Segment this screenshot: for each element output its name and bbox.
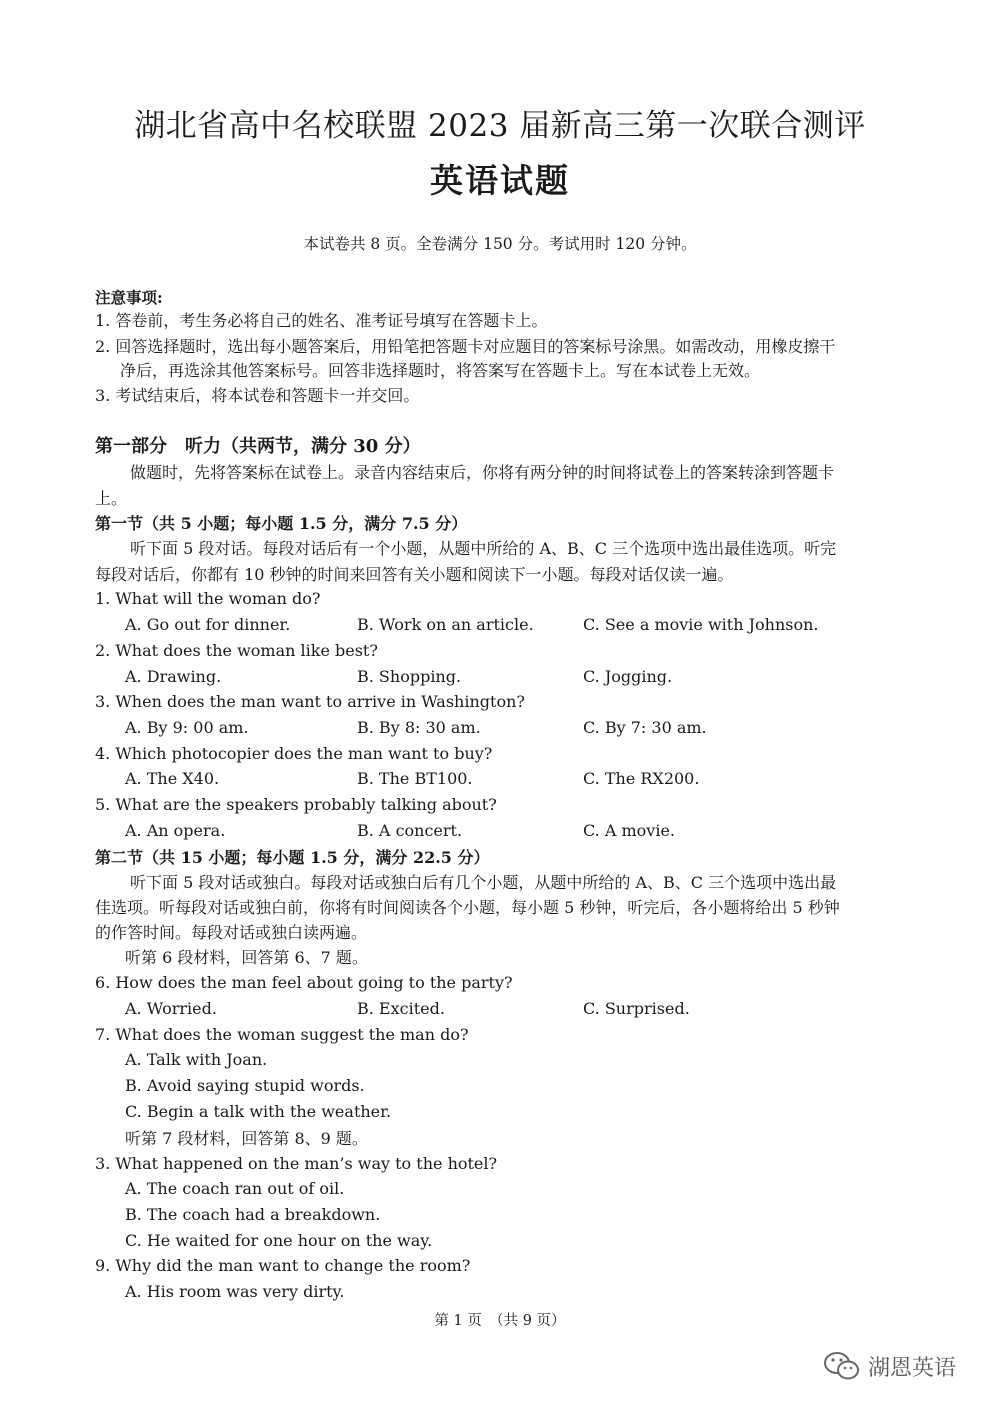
option-c: C. He waited for one hour on the way. xyxy=(125,1231,433,1250)
option-a: A. Talk with Joan. xyxy=(125,1050,268,1069)
question-text: 7. What does the woman suggest the man do? xyxy=(95,1025,469,1044)
option-c: C. By 7: 30 am. xyxy=(583,718,707,737)
option-c: C. Begin a talk with the weather. xyxy=(125,1102,392,1121)
option-c: C. See a movie with Johnson. xyxy=(583,615,819,634)
watermark-text: 湖恩英语 xyxy=(868,1355,957,1381)
question-text: 3. When does the man want to arrive in Washington? xyxy=(95,692,525,711)
option-a: A. Go out for dinner. xyxy=(125,615,291,634)
question-text: 9. Why did the man want to change the room? xyxy=(95,1256,471,1275)
question-text: 5. What are the speakers probably talking about? xyxy=(95,795,497,814)
option-a: A. His room was very dirty. xyxy=(125,1282,345,1301)
option-c: C. The RX200. xyxy=(583,769,700,788)
section-intro-line: 听下面 5 段对话或独白。每段对话或独白后有几个小题，从题中所给的 A、B、C 三个选项中选出最 xyxy=(130,873,837,892)
option-b: B. Work on an article. xyxy=(357,615,534,634)
option-b: B. Shopping. xyxy=(357,667,462,686)
question-text: 1. What will the woman do? xyxy=(95,589,321,608)
section-intro-line: 每段对话后，你都有 10 秒钟的时间来回答有关小题和阅读下一小题。每段对话仅读一遍。 xyxy=(95,565,734,584)
option-a: A. The coach ran out of oil. xyxy=(125,1179,345,1198)
question-text: 4. Which photocopier does the man want to buy? xyxy=(95,744,493,763)
option-a: A. An opera. xyxy=(125,821,226,840)
question-text: 6. How does the man feel about going to the party? xyxy=(95,973,513,992)
section-heading: 第一节（共 5 小题；每小题 1.5 分，满分 7.5 分） xyxy=(95,514,468,533)
page-number: 第 1 页 （共 9 页） xyxy=(434,1313,566,1329)
section-intro-line: 听下面 5 段对话。每段对话后有一个小题，从题中所给的 A、B、C 三个选项中选出最佳选项。听完 xyxy=(130,539,837,558)
watermark xyxy=(822,1350,956,1382)
material-instruction: 听第 6 段材料，回答第 6、7 题。 xyxy=(125,948,368,967)
part-intro-line: 上。 xyxy=(95,489,128,508)
notice-item: 3. 考试结束后，将本试卷和答题卡一并交回。 xyxy=(95,386,420,405)
notice-heading: 注意事项: xyxy=(95,288,163,307)
exam-subject-title: 英语试题 xyxy=(430,161,570,200)
option-a: A. Worried. xyxy=(125,999,217,1018)
section-intro-line: 的作答时间。每段对话或独白读两遍。 xyxy=(95,923,368,942)
part-heading: 第一部分 听力（共两节，满分 30 分） xyxy=(95,436,421,457)
section-intro-line: 佳选项。听每段对话或独白前，你将有时间阅读各个小题，每小题 5 秒钟，听完后，各小题将给出 5 秒钟 xyxy=(95,898,840,917)
option-b: B. By 8: 30 am. xyxy=(357,718,481,737)
option-b: B. A concert. xyxy=(357,821,463,840)
option-a: A. By 9: 00 am. xyxy=(125,718,249,737)
option-c: C. Surprised. xyxy=(583,999,690,1018)
exam-info: 本试卷共 8 页。全卷满分 150 分。考试用时 120 分钟。 xyxy=(303,235,697,253)
notice-item: 2. 回答选择题时，选出每小题答案后，用铅笔把答题卡对应题目的答案标号涂黑。如需改动，用橡皮擦干 xyxy=(95,337,836,356)
section-heading: 第二节（共 15 小题；每小题 1.5 分，满分 22.5 分） xyxy=(95,848,490,867)
option-c: C. A movie. xyxy=(583,821,675,840)
option-b: B. Avoid saying stupid words. xyxy=(125,1076,365,1095)
question-text: 3. What happened on the man’s way to the hotel? xyxy=(95,1154,498,1173)
option-b: B. The coach had a breakdown. xyxy=(125,1205,381,1224)
notice-item: 1. 答卷前，考生务必将自己的姓名、准考证号填写在答题卡上。 xyxy=(95,311,548,330)
option-c: C. Jogging. xyxy=(583,667,673,686)
exam-title: 湖北省高中名校联盟 2023 届新高三第一次联合测评 xyxy=(134,108,866,144)
option-b: B. Excited. xyxy=(357,999,445,1018)
notice-item-continued: 净后，再选涂其他答案标号。回答非选择题时，将答案写在答题卡上。写在本试卷上无效。 xyxy=(120,361,761,380)
part-intro-line: 做题时，先将答案标在试卷上。录音内容结束后，你将有两分钟的时间将试卷上的答案转涂到答题卡 xyxy=(130,463,835,482)
material-instruction: 听第 7 段材料，回答第 8、9 题。 xyxy=(125,1129,368,1148)
option-a: A. Drawing. xyxy=(125,667,222,686)
wechat-icon xyxy=(822,1350,862,1382)
question-text: 2. What does the woman like best? xyxy=(95,641,378,660)
option-b: B. The BT100. xyxy=(357,769,473,788)
option-a: A. The X40. xyxy=(125,769,220,788)
